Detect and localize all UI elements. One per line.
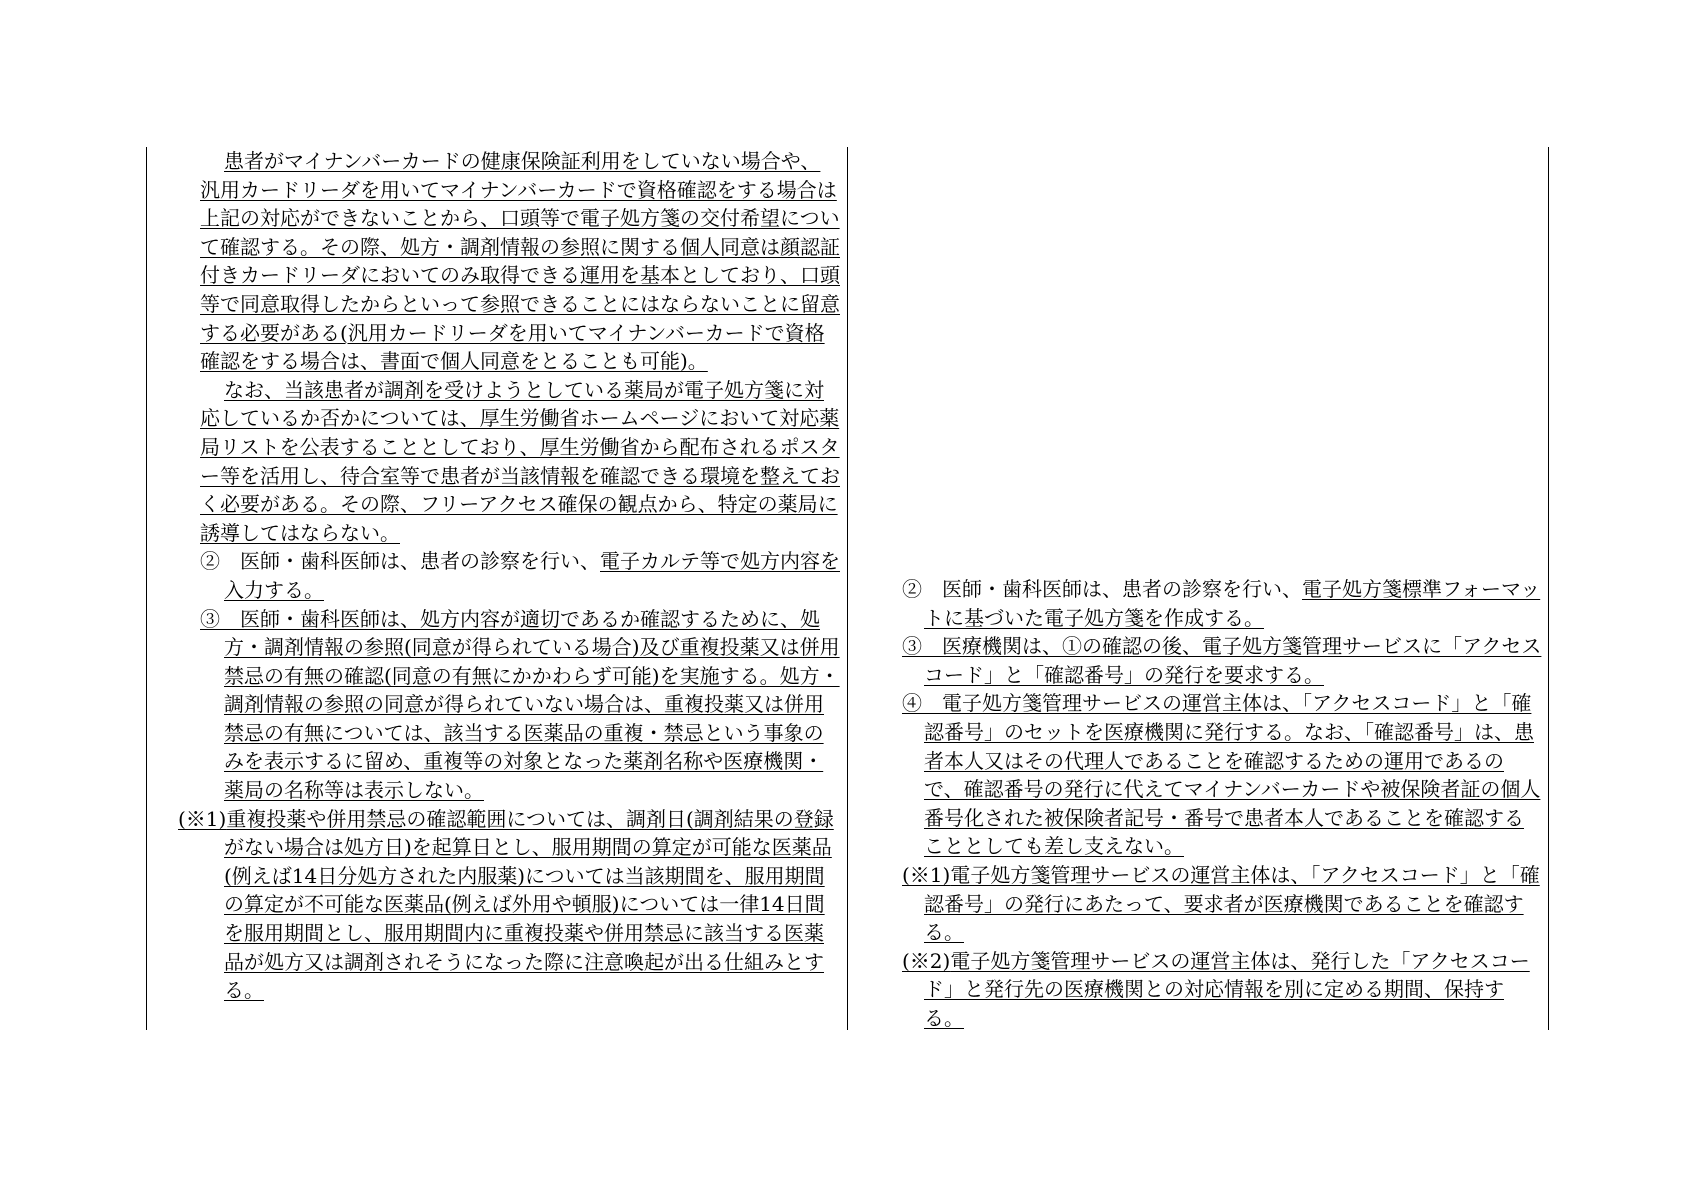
right-item-2 [902, 575, 1542, 632]
right-item-3-number: ③ [902, 634, 922, 659]
right-note-2-label: (※2) [902, 948, 951, 973]
left-item-2-text: 医師・歯科医師は、患者の診察を行い、 [240, 549, 600, 574]
right-item-2-number: ② [902, 577, 922, 601]
center-divider-line [847, 147, 848, 1030]
right-note-1 [902, 861, 1542, 947]
right-column [902, 575, 1542, 1033]
left-note-1-text: 重複投薬や併用禁忌の確認範囲については、調剤日(調剤結果の登録がない場合は処方日)を起算日とし、服用期間の算定が可能な医薬品(例えば14日分処方された内服薬)については当該期間を、服用期間の算定が不可能な医薬品(例えば外用や頓服)については一律14日間を服用期間とし、服用期間内に重複投薬や併用禁忌に該当する医薬品が処方又は調剤されそうになった際に注意喚起が出る仕組みとする。 [224, 806, 834, 1003]
right-item-4-number: ④ [902, 691, 922, 716]
left-item-2-underlined-text: 電子カルテ等で処方内容を入力する。 [224, 549, 840, 602]
right-border-line [1548, 147, 1549, 1030]
right-note-2 [902, 947, 1542, 1033]
right-item-2-text: 医師・歯科医師は、患者の診察を行い、 [942, 577, 1302, 601]
right-item-3 [902, 632, 1542, 689]
left-item-3-text: 医師・歯科医師は、処方内容が適切であるか確認するために、処方・調剤情報の参照(同意が得られている場合)及び重複投薬又は併用禁忌の有無の確認(同意の有無にかかわらず可能)を実施する。処方・調剤情報の参照の同意が得られていない場合は、重複投薬又は併用禁忌の有無については、該当する医薬品の重複・禁忌という事象のみを表示するに留め、重複等の対象となった薬剤名称や医療機関・薬局の名称等は表示しない。 [224, 606, 840, 803]
right-note-1-text: 電子処方箋管理サービスの運営主体は、「アクセスコード」と「確認番号」の発行にあたって、要求者が医療機関であることを確認する。 [924, 862, 1540, 945]
right-note-1-label: (※1) [902, 862, 951, 887]
right-item-4 [902, 689, 1542, 861]
left-column [178, 147, 840, 1005]
left-paragraph-2: なお、当該患者が調剤を受けようとしている薬局が電子処方箋に対応しているか否かについては、厚生労働省ホームページにおいて対応薬局リストを公表することとしており、厚生労働省から配布されるポスター等を活用し、待合室等で患者が当該情報を確認できる環境を整えておく必要がある。その際、フリーアクセス確保の観点から、特定の薬局に誘導してはならない。 [200, 377, 840, 545]
right-item-4-text: 電子処方箋管理サービスの運営主体は、「アクセスコード」と「確認番号」のセットを医療機関に発行する。なお、「確認番号」は、患者本人又はその代理人であることを確認するための運用であるので、確認番号の発行に代えてマイナンバーカードや被保険者証の個人番号化された被保険者記号・番号で患者本人であることを確認することとしても差し支えない。 [924, 691, 1541, 859]
left-item-3-number: ③ [200, 606, 220, 631]
left-paragraph-1: 患者がマイナンバーカードの健康保険証利用をしていない場合や、汎用カードリーダを用いてマイナンバーカードで資格確認をする場合は上記の対応ができないことから、口頭等で電子処方箋の交付希望について確認する。その際、処方・調剤情報の参照に関する個人同意は顔認証付きカードリーダにおいてのみ取得できる運用を基本としており、口頭等で同意取得したからといって参照できることにはならないことに留意する必要がある(汎用カードリーダを用いてマイナンバーカードで資格確認をする場合は、書面で個人同意をとることも可能)。 [200, 149, 840, 374]
left-item-3 [200, 605, 840, 805]
right-note-2-text: 電子処方箋管理サービスの運営主体は、発行した「アクセスコード」と発行先の医療機関との対応情報を別に定める期間、保持する。 [924, 948, 1530, 1030]
right-item-3-text: 医療機関は、①の確認の後、電子処方箋管理サービスに「アクセスコード」と「確認番号」の発行を要求する。 [924, 634, 1542, 687]
right-item-2-underlined-text: 電子処方箋標準フォーマットに基づいた電子処方箋を作成する。 [924, 577, 1541, 630]
left-note-1-label: (※1) [178, 806, 227, 831]
left-note-1 [178, 805, 840, 1005]
left-item-2-number: ② [200, 549, 220, 574]
left-border-line [146, 147, 147, 1030]
left-item-2 [200, 547, 840, 604]
